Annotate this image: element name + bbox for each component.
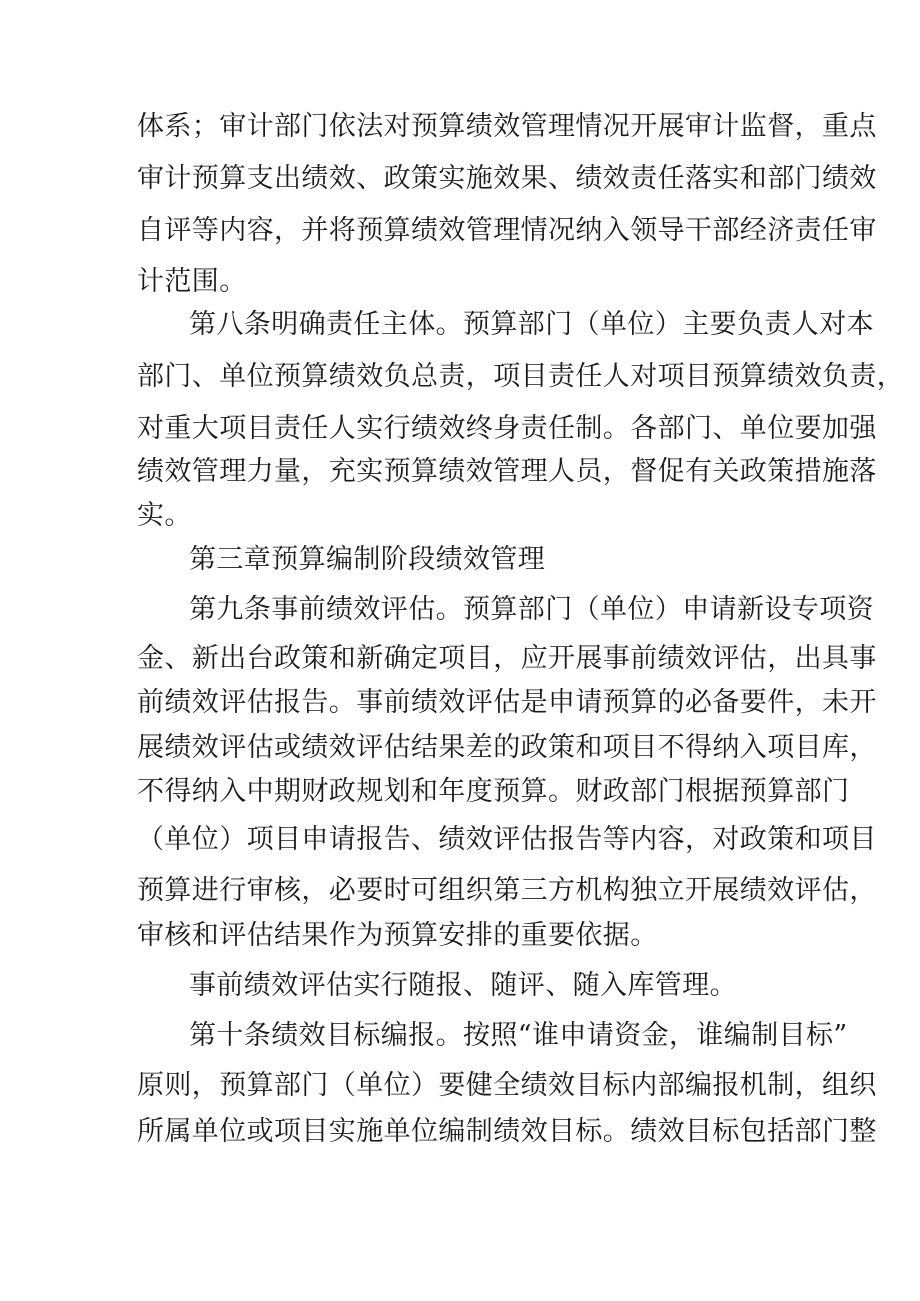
paragraph-6-line-3: 所属单位或项目实施单位编制绩效目标。绩效目标包括部门整: [137, 1116, 877, 1147]
paragraph-5-line-1: 事前绩效评估实行随报、随评、随入库管理。: [189, 970, 737, 1001]
paragraph-1-line-3: 自评等内容，并将预算绩效管理情况纳入领导干部经济责任审: [137, 215, 877, 246]
paragraph-2-line-2: 部门、单位预算绩效负总责，项目责任人对项目预算绩效负责，: [137, 361, 905, 392]
paragraph-4-line-5: 不得纳入中期财政规划和年度预算。财政部门根据预算部门: [137, 776, 850, 807]
paragraph-4-line-2: 金、新出台政策和新确定项目，应开展事前绩效评估，出具事: [137, 643, 877, 674]
paragraph-1-line-4: 计范围。: [137, 266, 247, 297]
paragraph-4-line-3: 前绩效评估报告。事前绩效评估是申请预算的必备要件，未开: [137, 687, 877, 718]
paragraph-2-line-3: 对重大项目责任人实行绩效终身责任制。各部门、单位要加强: [137, 413, 877, 444]
chapter-heading: 第三章预算编制阶段绩效管理: [189, 544, 546, 575]
paragraph-1-line-2: 审计预算支出绩效、政策实施效果、绩效责任落实和部门绩效: [137, 163, 877, 194]
paragraph-2-line-4: 绩效管理力量，充实预算绩效管理人员，督促有关政策措施落: [137, 456, 877, 487]
paragraph-4-line-4: 展绩效评估或绩效评估结果差的政策和项目不得纳入项目库，: [137, 732, 877, 763]
paragraph-1-line-1: 体系；审计部门依法对预算绩效管理情况开展审计监督，重点: [137, 111, 877, 142]
paragraph-6-line-2: 原则，预算部门（单位）要健全绩效目标内部编报机制，组织: [137, 1070, 877, 1101]
paragraph-4-line-6: （单位）项目申请报告、绩效评估报告等内容，对政策和项目: [137, 824, 877, 855]
paragraph-2-line-5: 实。: [137, 500, 192, 531]
paragraph-2-line-1: 第八条明确责任主体。预算部门（单位）主要负责人对本: [189, 309, 874, 340]
paragraph-4-line-1: 第九条事前绩效评估。预算部门（单位）申请新设专项资: [189, 594, 874, 625]
paragraph-4-line-7: 预算进行审核，必要时可组织第三方机构独立开展绩效评估，: [137, 875, 877, 906]
paragraph-6-line-1: 第十条绩效目标编报。按照“谁申请资金，谁编制目标”: [189, 1020, 848, 1051]
paragraph-4-line-8: 审核和评估结果作为预算安排的重要依据。: [137, 920, 658, 951]
